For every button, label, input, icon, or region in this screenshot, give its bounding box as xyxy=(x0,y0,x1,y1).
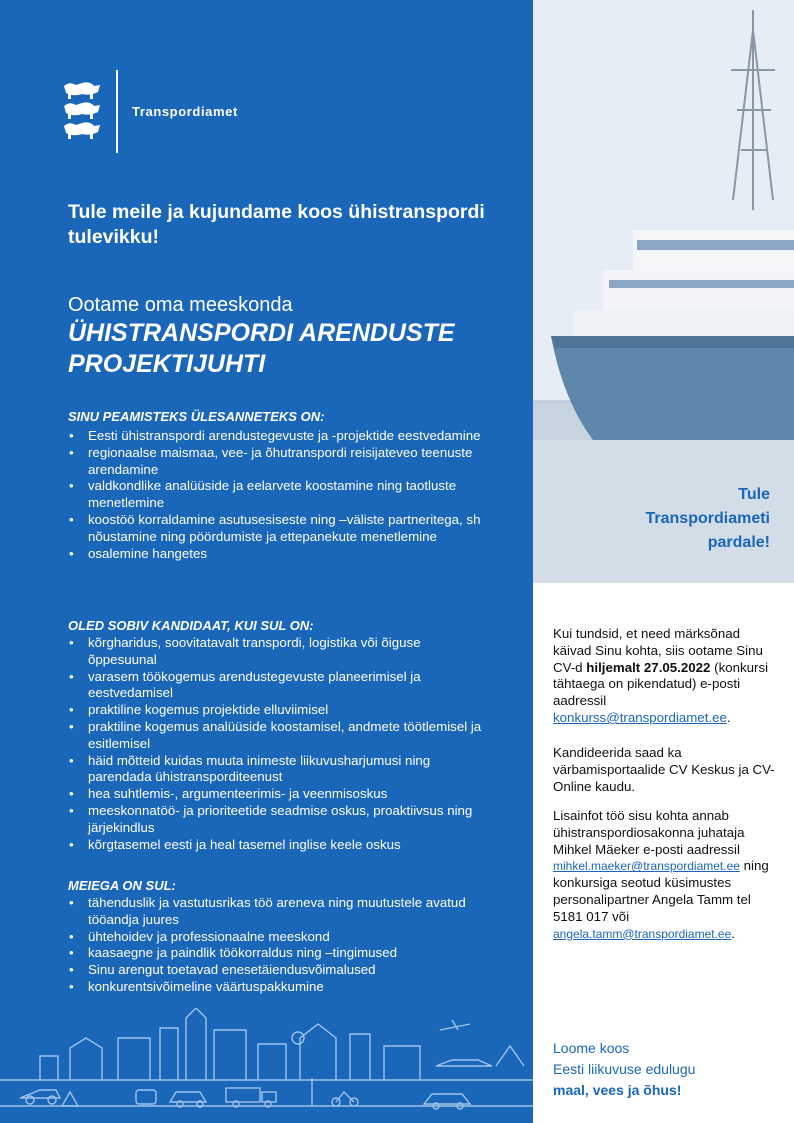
list-item: • hea suhtlemis-, argumenteerimis- ja veenmisoskus xyxy=(68,786,492,803)
apply-text: (konkursi tähtaega on pikendatud) e-posti aadressil xyxy=(553,659,769,709)
list-item: • kaasaegne ja paindlik töökorraldus ning –tingimused xyxy=(68,945,492,962)
contacts-text: Lisainfot töö sisu kohta annab ühistranspordiosakonna juhataja Mihkel Mäeker e-posti aadressil xyxy=(553,808,745,857)
list-item: • ühtehoidev ja professionaalne meeskond xyxy=(68,929,492,946)
tasks-list xyxy=(68,428,492,562)
requirements-list xyxy=(68,635,492,853)
list-item: • häid mõtteid kuidas muuta inimeste liikuvusharjumusi ning parendada ühistransporditeenust xyxy=(68,753,492,787)
tasks-title: SINU PEAMISTEKS ÜLESANNETEKS ON: xyxy=(68,409,325,424)
logo-divider xyxy=(116,70,118,153)
list-item: • osalemine hangetes xyxy=(68,546,492,563)
org-logo-text: Transpordiamet xyxy=(132,104,238,119)
list-item: • meeskonnatöö- ja prioriteetide seadmise oskus, proaktiivsus ning järjekindlus xyxy=(68,803,492,837)
headline: Tule meile ja kujundame koos ühistranspordi tulevikku! xyxy=(68,201,485,248)
list-item: • regionaalse maismaa, vee- ja õhutranspordi reisijateveo teenuste arendamine xyxy=(68,445,492,479)
punctuation: . xyxy=(731,925,735,941)
intro-text: Ootame oma meeskonda xyxy=(68,294,293,316)
list-item: • praktiline kogemus projektide elluviimisel xyxy=(68,702,492,719)
list-item: • varasem töökogemus arendustegevuste planeerimisel ja eestvedamisel xyxy=(68,669,492,703)
tagline-line: Transpordiameti xyxy=(645,510,770,527)
portals-paragraph xyxy=(553,745,775,795)
manager-email-link[interactable]: mihkel.maeker@transpordiamet.ee xyxy=(553,859,740,874)
deadline: hiljemalt 27.05.2022 xyxy=(586,659,711,675)
tagline-line: pardale! xyxy=(707,534,770,551)
list-item: • valdkondlike analüüside ja eelarvete koostamine ning taotluste menetlemine xyxy=(68,478,492,512)
requirements-title: OLED SOBIV KANDIDAAT, KUI SUL ON: xyxy=(68,618,314,633)
benefits-list xyxy=(68,895,492,996)
tagline-line: Tule xyxy=(738,486,770,503)
list-item: • kõrgtasemel eesti ja heal tasemel inglise keele oskus xyxy=(68,837,492,854)
hr-email-link[interactable]: angela.tamm@transpordiamet.ee xyxy=(553,926,732,941)
list-item: • kõrgharidus, soovitatavalt transpordi, logistika või õiguse õppesuunal xyxy=(68,635,492,669)
list-item: • konkurentsivõimeline väärtuspakkumine xyxy=(68,979,492,996)
job-title: ÜHISTRANSPORDI ARENDUSTE PROJEKTIJUHTI xyxy=(68,319,455,378)
contacts-text: ning konkursiga seotud küsimustes personalipartner Angela Tamm tel 5181 017 või xyxy=(553,858,769,924)
closing-line: Loome koos xyxy=(553,1040,630,1056)
list-item: • praktiline kogemus analüüside koostamisel, andmete töötlemisel ja esitlemisel xyxy=(68,719,492,753)
apply-text: Kui tundsid, et need märksõnad käivad Sinu kohta, siis ootame Sinu CV-d xyxy=(553,626,763,675)
closing-line: maal, vees ja õhus! xyxy=(553,1082,682,1098)
portals-text: Kandideerida saad ka värbamisportaalide CV Keskus ja CV-Online kaudu. xyxy=(553,745,775,794)
closing-line: Eesti liikuvuse edulugu xyxy=(553,1061,696,1077)
closing-slogan xyxy=(553,1038,695,1101)
list-item: • Sinu arengut toetavad enesetäiendusvõimalused xyxy=(68,962,492,979)
punctuation: . xyxy=(726,709,731,725)
tagline xyxy=(570,483,770,555)
apply-paragraph xyxy=(553,626,775,727)
city-transport-skyline-illustration xyxy=(0,1008,533,1118)
list-item: • koostöö korraldamine asutusesiseste ning –väliste partneritega, sh nõustamine ning pöördumiste ja ettepanekute menetlemine xyxy=(68,512,492,546)
list-item: • tähenduslik ja vastutusrikas töö areneva ning muutustele avatud tööandja juures xyxy=(68,895,492,929)
list-item: • Eesti ühistranspordi arendustegevuste ja -projektide eestvedamine xyxy=(68,428,492,445)
estonian-lions-crest-icon xyxy=(60,80,104,142)
application-email-link[interactable]: konkurss@transpordiamet.ee xyxy=(553,709,727,725)
contacts-paragraph xyxy=(553,808,775,942)
benefits-title: MEIEGA ON SUL: xyxy=(68,878,176,893)
